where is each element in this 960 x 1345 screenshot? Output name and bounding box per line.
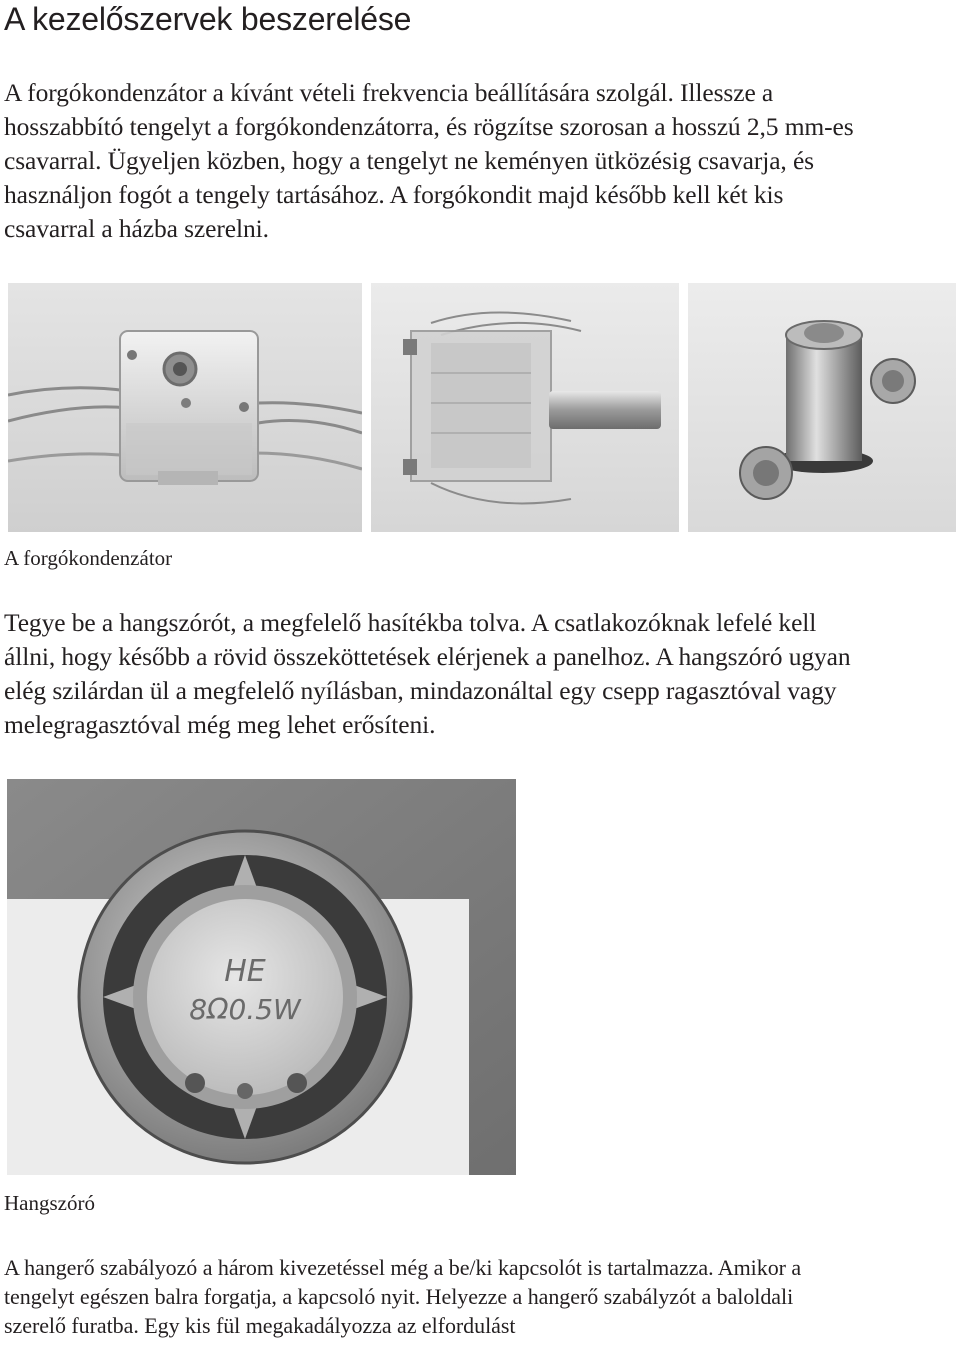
text-line: állni, hogy később a rövid összeköttetések elérjenek a panelhoz. A hangszóró ugyan bbox=[4, 642, 851, 671]
speaker-brand-label: HE bbox=[224, 954, 266, 989]
capacitor-front-photo bbox=[8, 283, 362, 532]
paragraph-speaker bbox=[4, 606, 851, 742]
text-line: Tegye be a hangszórót, a megfelelő hasítékba tolva. A csatlakozóknak lefelé kell bbox=[4, 608, 817, 637]
text-line: szerelő furatba. Egy kis fül megakadályozza az elfordulást bbox=[4, 1313, 516, 1338]
speaker-rating-label: 8Ω0.5W bbox=[189, 993, 301, 1026]
text-line: A forgókondenzátor a kívánt vételi frekvencia beállítására szolgál. Illessze a bbox=[4, 78, 774, 107]
text-line: csavarral. Ügyeljen közben, hogy a tengelyt ne keményen ütközésig csavarja, és bbox=[4, 146, 815, 175]
page-title: A kezelőszervek beszerelése bbox=[4, 1, 412, 37]
figure-caption: A forgókondenzátor bbox=[4, 546, 173, 570]
paragraph-tuning-capacitor bbox=[4, 76, 854, 246]
text-line: használjon fogót a tengely tartásához. A forgókondit majd később kell két kis bbox=[4, 180, 784, 209]
paragraph-volume-control bbox=[4, 1253, 801, 1340]
text-line: csavarral a házba szerelni. bbox=[4, 214, 269, 243]
text-line: tengelyt egészen balra forgatja, a kapcsoló nyit. Helyezze a hangerő szabályzót a baloldali bbox=[4, 1284, 794, 1309]
figure-caption: Hangszóró bbox=[4, 1191, 95, 1215]
shaft-screws-photo bbox=[688, 283, 956, 532]
text-line: A hangerő szabályozó a három kivezetéssel még a be/ki kapcsolót is tartalmazza. Amikor a bbox=[4, 1255, 802, 1280]
text-line: hosszabbító tengelyt a forgókondenzátorra, és rögzítse szorosan a hosszú 2,5 mm-es bbox=[4, 112, 854, 141]
text-line: elég szilárdan ül a megfelelő nyílásban, mindazonáltal egy csepp ragasztóval vagy bbox=[4, 676, 837, 705]
text-line: melegragasztóval még meg lehet erősíteni. bbox=[4, 710, 436, 739]
speaker-photo bbox=[7, 779, 516, 1175]
capacitor-side-photo bbox=[371, 283, 679, 532]
